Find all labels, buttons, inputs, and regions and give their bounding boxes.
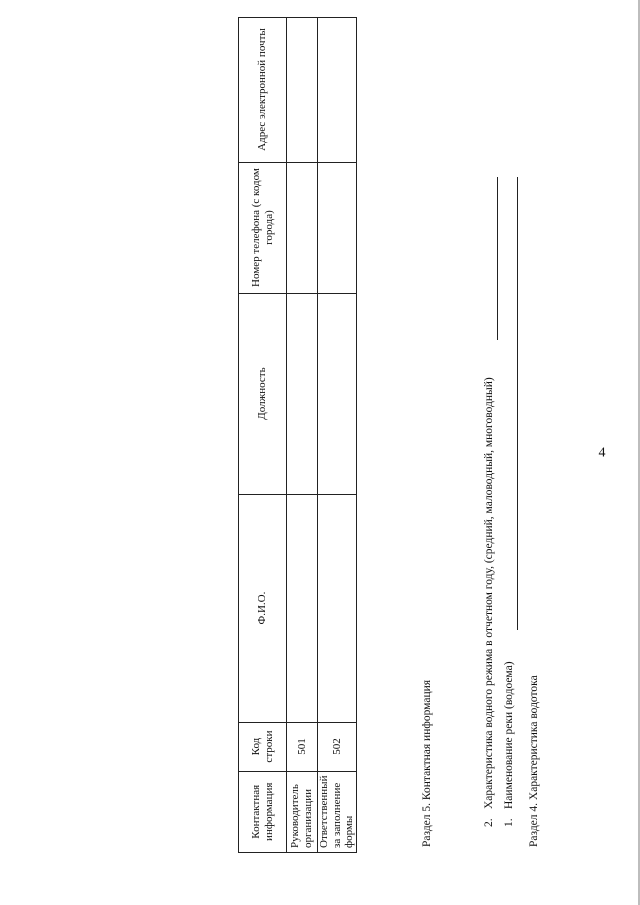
header-contact-info: Контактная информация xyxy=(239,771,287,852)
item-text: Характеристика водного режима в отчетном году, (средний, маловодный, многоводный) xyxy=(483,377,495,809)
row-code: 502 xyxy=(318,722,357,771)
item-number: 2. xyxy=(483,818,495,827)
row-code: 501 xyxy=(287,722,318,771)
header-phone: Номер телефона (с кодом города) xyxy=(239,162,287,293)
cell-phone xyxy=(318,162,357,293)
water-regime-line xyxy=(497,177,498,340)
header-line-code: Код строки xyxy=(239,722,287,771)
table-header-row xyxy=(239,17,287,852)
cell-email xyxy=(287,17,318,162)
header-full-name: Ф.И.О. xyxy=(239,494,287,722)
table-row xyxy=(318,17,357,852)
item-number: 1. xyxy=(503,818,515,827)
header-position: Должность xyxy=(239,293,287,494)
section4-title: Раздел 4. Характеристика водотока xyxy=(528,675,540,847)
cell-position xyxy=(287,293,318,494)
page-number: 4 xyxy=(598,445,606,461)
cell-email xyxy=(318,17,357,162)
contact-table xyxy=(238,17,357,853)
section5-title: Раздел 5. Контактная информация xyxy=(421,679,433,847)
cell-phone xyxy=(287,162,318,293)
item-text: Наименование реки (водоема) xyxy=(503,661,515,809)
row-label: Руководитель организации xyxy=(287,771,318,852)
river-name-line xyxy=(517,177,518,630)
table-row xyxy=(287,17,318,852)
section4-item-1 xyxy=(503,661,515,827)
cell-position xyxy=(318,293,357,494)
header-email: Адрес электронной почты xyxy=(239,17,287,162)
cell-full-name xyxy=(287,494,318,722)
row-label: Ответственный за заполнение формы xyxy=(318,771,357,852)
cell-full-name xyxy=(318,494,357,722)
section4-item-2 xyxy=(483,377,495,827)
